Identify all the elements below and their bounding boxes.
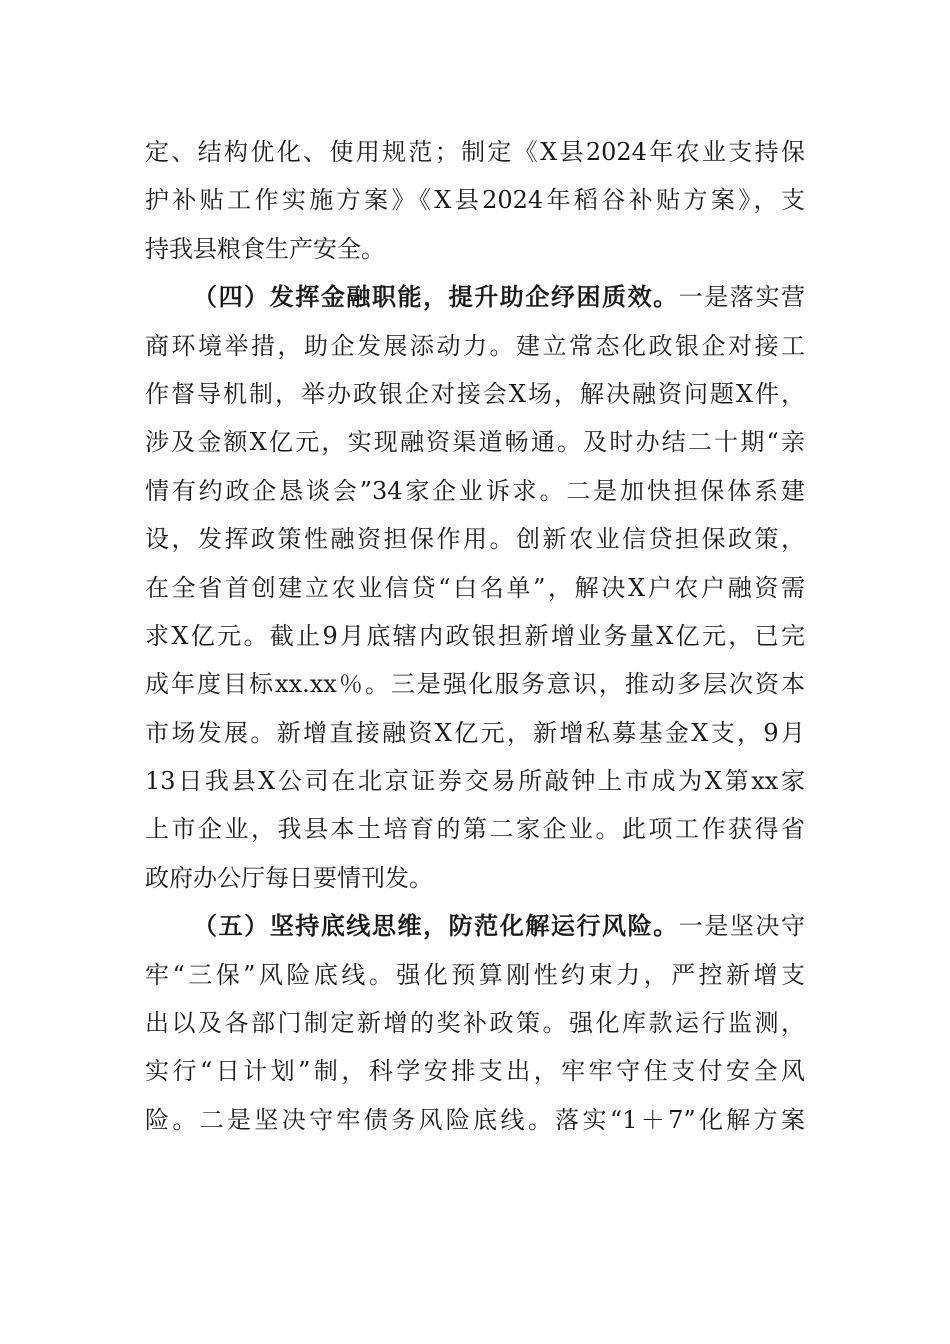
text-line: 在全省首创建立农业信贷“白名单”，解决X户农户融资需 [145, 573, 805, 602]
text-line: 上市企业，我县本土培育的第二家企业。此项工作获得省 [145, 815, 805, 844]
text-line: 作督导机制，举办政银企对接会X场，解决融资问题X件， [145, 379, 805, 408]
text-line: 政府办公厅每日要情刊发。 [145, 863, 433, 892]
text-line: 牢“三保”风险底线。强化预算刚性约束力，严控新增支 [145, 960, 805, 989]
text-line: 护补贴工作实施方案》《X县2024年稻谷补贴方案》，支 [145, 186, 805, 215]
text-line: 涉及金额X亿元，实现融资渠道畅通。及时办结二十期“亲 [145, 428, 805, 457]
text-line-rest: 一是落实营 [678, 283, 806, 312]
text-line: 出以及各部门制定新增的奖补政策。强化库款运行监测， [145, 1009, 805, 1038]
text-line: 设，发挥政策性融资担保作用。创新农业信贷担保政策， [145, 525, 805, 554]
text-line: 成年度目标xx.xx％。三是强化服务意识，推动多层次资本 [145, 670, 805, 699]
text-line-first [145, 273, 805, 321]
text-line: 持我县粮食生产安全。 [145, 234, 385, 263]
text-line: 商环境举措，助企发展添动力。建立常态化政银企对接工 [145, 331, 805, 360]
document-body [145, 128, 805, 1144]
text-line-rest: 一是坚决守 [678, 912, 806, 941]
text-line: 市场发展。新增直接融资X亿元，新增私募基金X支，9月 [145, 718, 805, 747]
paragraph-finance-function [145, 273, 805, 902]
paragraph-risk-prevention [145, 902, 805, 1144]
text-line: 定、结构优化、使用规范；制定《X县2024年农业支持保 [145, 138, 805, 166]
text-line: 实行“日计划”制，科学安排支出，牢牢守住支付安全风 [145, 1057, 805, 1086]
section-heading-four: （四）发挥金融职能，提升助企纾困质效。 [193, 282, 679, 312]
paragraph-fiscal-plans [145, 128, 805, 273]
text-line: 情有约政企恳谈会”34家企业诉求。二是加快担保体系建 [145, 476, 805, 505]
text-line: 求X亿元。截止9月底辖内政银担新增业务量X亿元，已完 [145, 621, 805, 650]
text-line-first [145, 902, 805, 950]
text-line: 13日我县X公司在北京证券交易所敲钟上市成为X第xx家 [145, 767, 805, 796]
text-line: 险。二是坚决守牢债务风险底线。落实“1＋7”化解方案 [145, 1105, 805, 1134]
section-heading-five: （五）坚持底线思维，防范化解运行风险。 [193, 911, 679, 941]
